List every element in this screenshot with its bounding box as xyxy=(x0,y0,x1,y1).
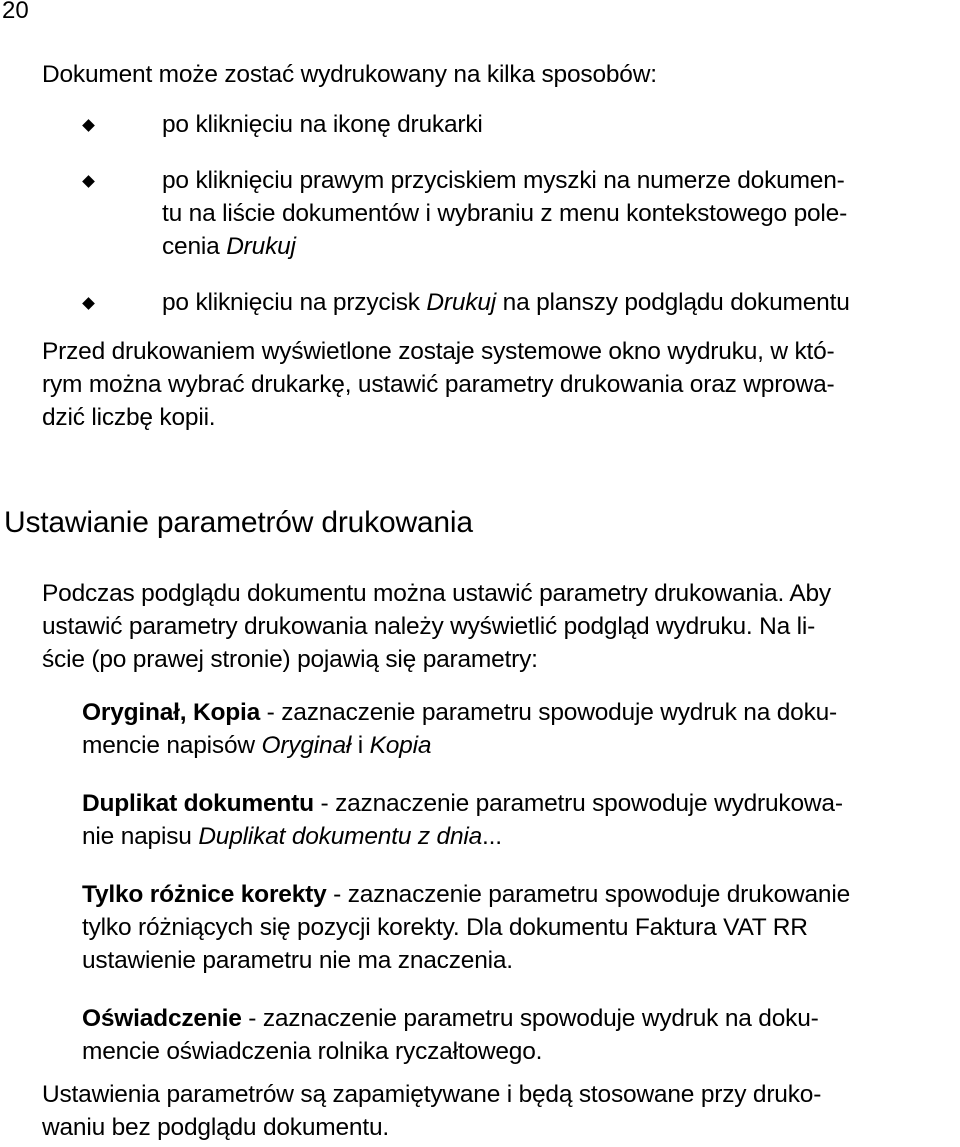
bullet-diamond-icon xyxy=(82,119,95,132)
list-item xyxy=(42,108,957,141)
parameter-description: tylko różniących się pozycji korekty. Dla dokumentu Faktura VAT RR xyxy=(82,914,808,941)
parameter-description: i xyxy=(351,732,370,759)
menu-command-name: Drukuj xyxy=(226,233,296,260)
parameter-description: nie napisu xyxy=(82,823,199,850)
parameter-item-statement xyxy=(82,1002,957,1068)
button-name: Drukuj xyxy=(426,289,497,316)
printed-label: Oryginał xyxy=(261,732,352,759)
paragraph-line: ustawić parametry drukowania należy wyświetlić podgląd wydruku. Na li- xyxy=(42,613,816,640)
paragraph-line: waniu bez podglądu dokumentu. xyxy=(42,1114,389,1141)
parameter-description: mencie napisów xyxy=(82,732,262,759)
printed-label: Duplikat dokumentu z dnia xyxy=(198,823,483,850)
paragraph-line: Przed drukowaniem wyświetlone zostaje systemowe okno wydruku, w któ- xyxy=(42,338,835,365)
parameter-description: - zaznaczenie parametru spowoduje wydruk na doku- xyxy=(260,699,838,726)
intro-text: Dokument może zostać wydrukowany na kilka sposobów: xyxy=(42,61,657,88)
list-item-line: cenia xyxy=(162,233,227,260)
parameter-description: - zaznaczenie parametru spowoduje drukowanie xyxy=(326,881,851,908)
parameter-item-duplicate xyxy=(82,787,957,853)
parameter-description: ustawienie parametru nie ma znaczenia. xyxy=(82,947,513,974)
parameter-description: - zaznaczenie parametru spowoduje wydruk na doku- xyxy=(241,1005,819,1032)
parameter-description: - zaznaczenie parametru spowoduje wydrukowa- xyxy=(313,790,843,817)
paragraph-line: Ustawienia parametrów są zapamiętywane i będą stosowane przy druko- xyxy=(42,1081,822,1108)
bullet-diamond-icon xyxy=(82,175,95,188)
paragraph-line: dzić liczbę kopii. xyxy=(42,404,216,431)
paragraph-line: Podczas podglądu dokumentu można ustawić parametry drukowania. Aby xyxy=(42,580,831,607)
parameter-description: ... xyxy=(482,823,502,850)
parameter-name: Oryginał, Kopia xyxy=(82,699,261,726)
list-item-text: po kliknięciu na ikonę drukarki xyxy=(162,111,483,138)
list-item-text: po kliknięciu na przycisk xyxy=(162,289,427,316)
closing-paragraph xyxy=(42,1078,957,1144)
parameter-item-correction-differences xyxy=(82,878,957,977)
list-item-line: po kliknięciu prawym przyciskiem myszki na numerze dokumen- xyxy=(162,167,845,194)
paragraph-line: rym można wybrać drukarkę, ustawić parametry drukowania oraz wprowa- xyxy=(42,371,835,398)
printed-label: Kopia xyxy=(369,732,432,759)
print-dialog-paragraph xyxy=(42,335,957,434)
bullet-diamond-icon xyxy=(82,297,95,310)
list-item xyxy=(42,286,957,319)
paragraph-line: ście (po prawej stronie) pojawią się parametry: xyxy=(42,646,538,673)
parameter-item-original-copy xyxy=(82,696,957,762)
parameter-name: Tylko różnice korekty xyxy=(82,881,327,908)
print-parameters-list xyxy=(82,696,957,1093)
list-item-line: tu na liście dokumentów i wybraniu z menu kontekstowego pole- xyxy=(162,200,848,227)
print-methods-list xyxy=(42,108,957,342)
parameter-description: mencie oświadczenia rolnika ryczałtowego. xyxy=(82,1038,543,1065)
preview-paragraph xyxy=(42,577,957,676)
parameter-name: Oświadczenie xyxy=(82,1005,242,1032)
page-number: 20 xyxy=(2,0,29,24)
list-item-text: na planszy podglądu dokumentu xyxy=(496,289,850,316)
parameter-name: Duplikat dokumentu xyxy=(82,790,314,817)
section-heading: Ustawianie parametrów drukowania xyxy=(4,506,473,539)
list-item xyxy=(42,164,957,263)
